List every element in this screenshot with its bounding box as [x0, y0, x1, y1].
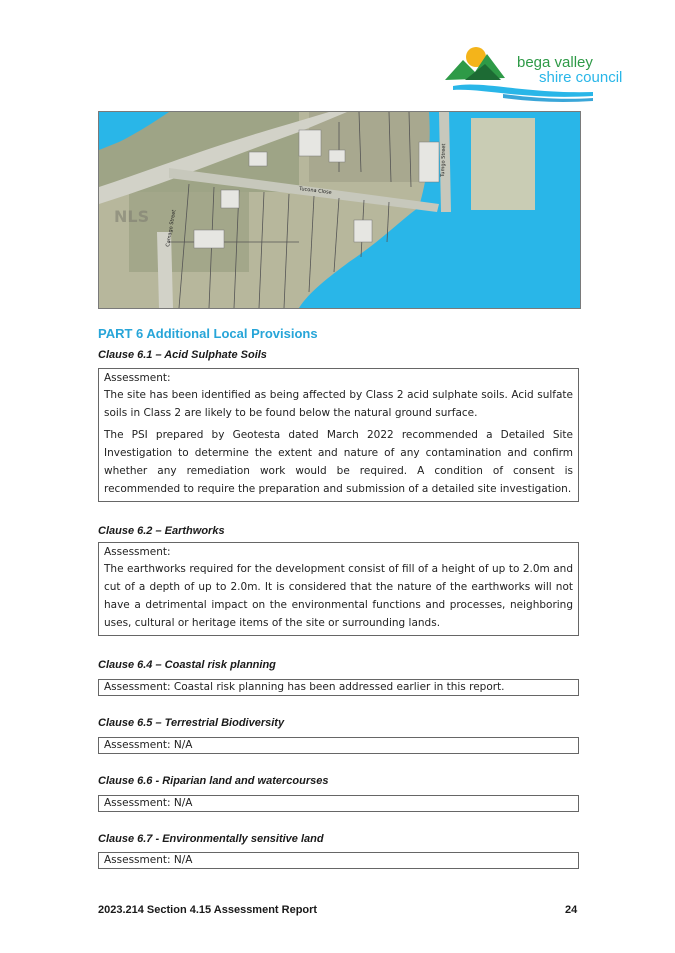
- assessment-paragraph: The site has been identified as being affected by Class 2 acid sulphate soils. Acid sulfate soils in Class 2 are likely to be found below the natural ground surface.: [104, 389, 573, 419]
- assessment-paragraph: The PSI prepared by Geotesta dated March 2022 recommended a Detailed Site Investigation to determine the extent and nature of any contamination and confirm whether any remediation work would be required. A condition of consent is recommended to require the preparation and submission of a detailed site investigation.: [104, 429, 573, 495]
- assessment-box: Assessment: N/A: [98, 852, 579, 869]
- assessment-box: Assessment: Coastal risk planning has been addressed earlier in this report.: [98, 679, 579, 696]
- street-label: Tucona Close: [298, 186, 332, 196]
- assessment-label: Assessment:: [104, 372, 171, 384]
- assessment-box: [98, 368, 579, 502]
- part-heading: PART 6 Additional Local Provisions: [98, 326, 318, 341]
- assessment-box: Assessment: N/A: [98, 737, 579, 754]
- page-number: 24: [565, 904, 578, 916]
- clause-title: Clause 6.6 - Riparian land and watercourses: [98, 775, 329, 787]
- assessment-label: Assessment:: [104, 546, 171, 558]
- clause-title: Clause 6.5 – Terrestrial Biodiversity: [98, 717, 285, 729]
- site-map: [98, 111, 581, 309]
- clause-title: Clause 6.4 – Coastal risk planning: [98, 659, 276, 671]
- assessment-box: Assessment: N/A: [98, 795, 579, 812]
- clause-title: Clause 6.7 - Environmentally sensitive land: [98, 833, 324, 845]
- assessment-paragraph: The earthworks required for the development consist of fill of a height of up to 2.0m and cut of a depth of up to 2.0m. It is considered that the nature of the earthworks will not have a detrimental impact on the environmental functions and processes, neighboring uses, cultural or heritage items of the site or surrounding lands.: [104, 563, 573, 629]
- council-logo: [443, 40, 633, 104]
- street-label: Tumgo Street: [440, 143, 448, 178]
- logo-line2: shire council: [539, 69, 623, 86]
- clause-title: Clause 6.2 – Earthworks: [98, 525, 225, 537]
- assessment-box: [98, 542, 579, 636]
- svg-text:NLS: NLS: [114, 207, 150, 226]
- logo-line1: bega valley: [517, 54, 593, 71]
- council-logo-mark: [443, 40, 633, 104]
- footer-report-title: 2023.214 Section 4.15 Assessment Report: [98, 904, 318, 916]
- clause-title: Clause 6.1 – Acid Sulphate Soils: [98, 349, 267, 361]
- street-label: Camago Street: [165, 209, 178, 248]
